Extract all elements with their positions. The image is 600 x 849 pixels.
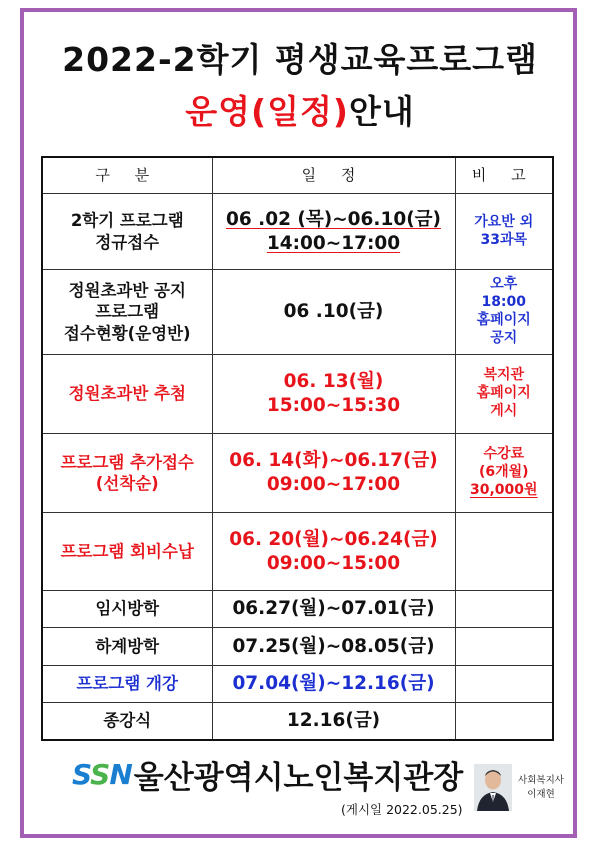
header-schedule: 일 정 [212, 157, 455, 194]
table-row [42, 513, 553, 591]
row-category: 임시방학 [42, 591, 212, 628]
ssn-logo: SSN [72, 757, 132, 791]
table-row [42, 666, 553, 703]
row-category: 하계방학 [42, 628, 212, 666]
staff-title: 사회복지사 [518, 775, 564, 786]
row-schedule: 12.16(금) [212, 703, 455, 740]
row-note: 복지관 홈페이지 게시 [455, 355, 553, 434]
row-note [455, 703, 553, 740]
row-category: 프로그램 추가접수 (선착순) [42, 434, 212, 513]
row-category: 프로그램 개강 [42, 666, 212, 703]
table-header-row [42, 157, 553, 194]
staff-photo [474, 764, 512, 811]
row-schedule: 07.04(월)~12.16(금) [212, 666, 455, 703]
center-director-name: 울산광역시노인복지관장 [133, 759, 464, 796]
table-row [42, 270, 553, 355]
footer-signature [72, 756, 464, 796]
row-schedule: 06 .02 (목)~06.10(금) 14:00~17:00 [212, 194, 455, 270]
row-category: 2학기 프로그램 정규접수 [42, 194, 212, 270]
posted-date: (게시일 2022.05.25) [341, 802, 463, 817]
row-note: 오후 18:00 홈페이지 공지 [455, 270, 553, 355]
page-title: 2022-2학기 평생교육프로그램 [62, 40, 538, 79]
staff-info [515, 774, 567, 802]
row-note [455, 591, 553, 628]
row-note: 가요반 외 33과목 [455, 194, 553, 270]
schedule-table [41, 156, 554, 741]
table-row [42, 703, 553, 740]
header-category: 구 분 [42, 157, 212, 194]
row-note [455, 513, 553, 591]
table-row [42, 434, 553, 513]
row-schedule: 07.25(월)~08.05(금) [212, 628, 455, 666]
subtitle-highlight: 운영(일정) [185, 92, 349, 131]
table-row [42, 628, 553, 666]
person-avatar-icon [474, 764, 512, 811]
row-category: 정원초과반 추첨 [42, 355, 212, 434]
row-schedule: 06. 13(월) 15:00~15:30 [212, 355, 455, 434]
page-subtitle [0, 86, 600, 133]
row-note [455, 628, 553, 666]
row-category: 종강식 [42, 703, 212, 740]
row-note: 수강료 (6개월) 30,000원 [455, 434, 553, 513]
row-schedule: 06 .10(금) [212, 270, 455, 355]
row-category: 프로그램 회비수납 [42, 513, 212, 591]
table-row [42, 194, 553, 270]
row-category: 정원초과반 공지 프로그램 접수현황(운영반) [42, 270, 212, 355]
staff-name: 이재현 [527, 789, 555, 800]
row-schedule: 06. 20(월)~06.24(금) 09:00~15:00 [212, 513, 455, 591]
row-schedule: 06.27(월)~07.01(금) [212, 591, 455, 628]
table-row [42, 591, 553, 628]
table-row [42, 355, 553, 434]
row-note [455, 666, 553, 703]
header-note: 비 고 [455, 157, 553, 194]
row-schedule: 06. 14(화)~06.17(금) 09:00~17:00 [212, 434, 455, 513]
subtitle-rest: 안내 [348, 92, 415, 131]
